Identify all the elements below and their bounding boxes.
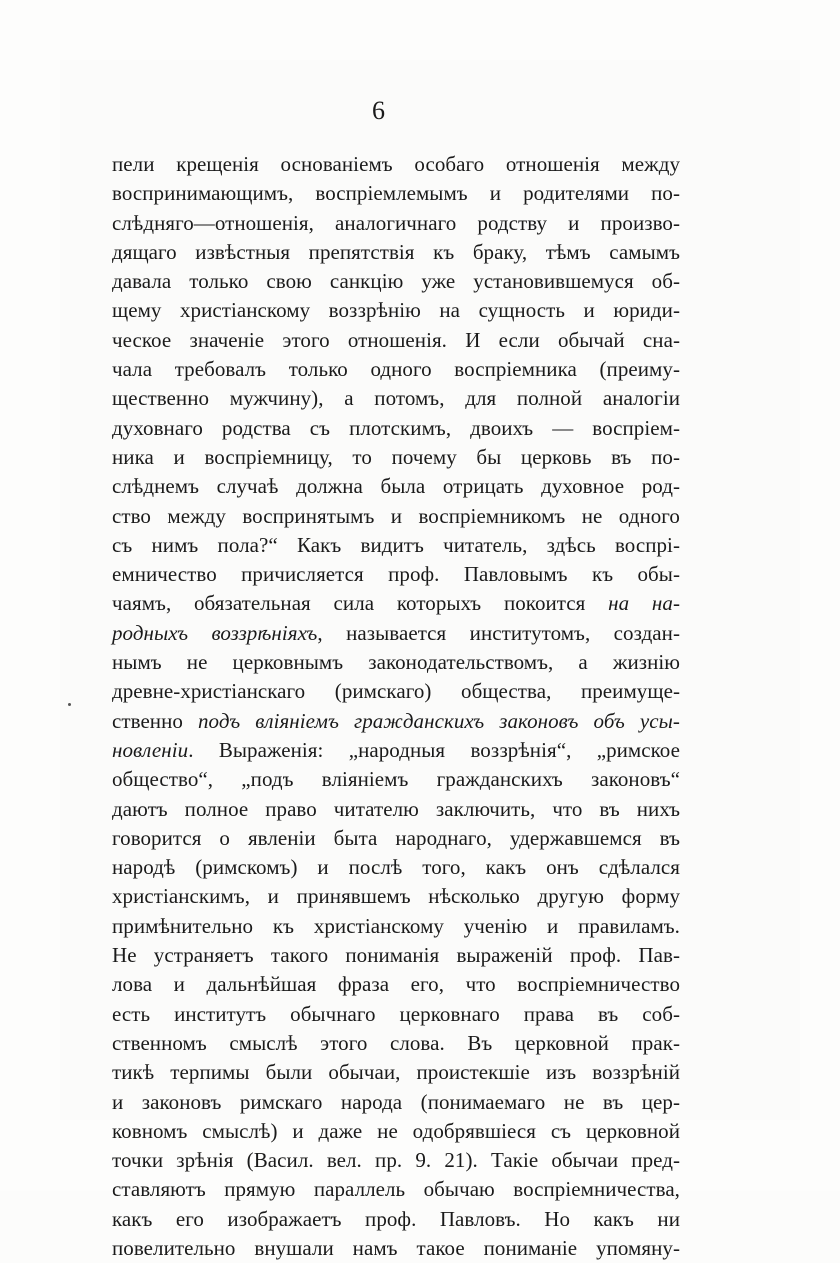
text-line: общество“, „подъ вліяніемъ гражданскихъ законовъ“ bbox=[112, 767, 680, 792]
text-line: щественно мужчину), а потомъ, для полной аналогіи bbox=[112, 386, 680, 411]
text-line: пели крещенія основаніемъ особаго отношенія между bbox=[112, 152, 680, 176]
text-line: даютъ полное право читателю заключить, что въ нихъ bbox=[112, 796, 680, 821]
text-line: повелительно внушали намъ такое пониманіе упомяну- bbox=[112, 1235, 680, 1260]
italic-text-run: подъ вліяніемъ гражданскихъ законовъ объ усы- bbox=[198, 708, 680, 733]
text-line bbox=[112, 736, 680, 765]
text-line: емничество причисляется проф. Павловымъ къ обы- bbox=[112, 562, 680, 587]
text-run: чаямъ, обязательная сила которыхъ покоится bbox=[112, 591, 609, 616]
text-line: народѣ (римскомъ) и послѣ того, какъ онъ сдѣлался bbox=[112, 855, 680, 880]
text-line: Не устраняетъ такого пониманія выраженій проф. Пав- bbox=[112, 943, 680, 968]
text-run: . Выраженія: „народныя воззрѣнія“, „римское bbox=[188, 737, 680, 762]
text-run: , называется институтомъ, создан- bbox=[317, 620, 680, 645]
text-line: ковномъ смыслѣ) и даже не одобрявшіеся съ церковной bbox=[112, 1118, 680, 1143]
italic-text-run: на на- bbox=[608, 591, 680, 616]
text-line: ставляютъ прямую параллель обычаю воспріемничества, bbox=[112, 1177, 680, 1202]
text-line: лова и дальнѣйшая фраза его, что воспріемничество bbox=[112, 972, 680, 997]
text-line: говорится о явленіи быта народнаго, удержавшемся въ bbox=[112, 825, 680, 850]
text-line bbox=[112, 707, 680, 736]
text-line: духовнаго родства съ плотскимъ, двоихъ — воспріем- bbox=[112, 415, 680, 440]
text-line: чала требовалъ только одного воспріемника (преиму- bbox=[112, 357, 680, 382]
body-text bbox=[112, 150, 680, 1263]
text-line: и законовъ римскаго народа (понимаемаго не въ цер- bbox=[112, 1089, 680, 1114]
text-line: нымъ не церковнымъ законодательствомъ, а жизнію bbox=[112, 650, 680, 675]
margin-speck bbox=[68, 703, 71, 706]
text-line: давала только свою санкцію уже установившемуся об- bbox=[112, 269, 680, 294]
text-line bbox=[112, 619, 680, 648]
text-line: дящаго извѣстныя препятствія къ браку, тѣмъ самымъ bbox=[112, 239, 680, 264]
text-line: древне-христіанскаго (римскаго) общества, преимуще- bbox=[112, 679, 680, 704]
italic-text-run: родныхъ воззрѣніяхъ bbox=[112, 620, 318, 645]
text-line: ство между воспринятымъ и воспріемникомъ не одного bbox=[112, 503, 680, 528]
text-line bbox=[112, 589, 680, 618]
text-line: щему христіанскому воззрѣнію на сущность и юриди- bbox=[112, 298, 680, 323]
text-line: ческое значеніе этого отношенія. И если обычай сна- bbox=[112, 327, 680, 352]
text-line: тикѣ терпимы были обычаи, проистекшіе изъ воззрѣній bbox=[112, 1060, 680, 1085]
text-run: ственно bbox=[112, 708, 198, 733]
text-line: точки зрѣнія (Васил. вел. пр. 9. 21). Такіе обычаи пред- bbox=[112, 1148, 680, 1173]
text-line: есть институтъ обычнаго церковнаго права въ соб- bbox=[112, 1001, 680, 1026]
italic-text-run: новленіи bbox=[112, 737, 189, 762]
text-line: слѣднемъ случаѣ должна была отрицать духовное род- bbox=[112, 474, 680, 499]
text-line: примѣнительно къ христіанскому ученію и правиламъ. bbox=[112, 913, 680, 938]
page-number: 6 bbox=[372, 96, 385, 125]
text-line: воспринимающимъ, воспріемлемымъ и родителями по- bbox=[112, 181, 680, 206]
text-line: христіанскимъ, и принявшемъ нѣсколько другую форму bbox=[112, 884, 680, 909]
text-line: ственномъ смыслѣ этого слова. Въ церковной прак- bbox=[112, 1030, 680, 1055]
text-line: съ нимъ пола?“ Какъ видитъ читатель, здѣсь воспрі- bbox=[112, 532, 680, 557]
text-line: какъ его изображаетъ проф. Павловъ. Но какъ ни bbox=[112, 1206, 680, 1231]
text-line: слѣдняго—отношенія, аналогичнаго родству и произво- bbox=[112, 210, 680, 235]
text-line: ника и воспріемницу, то почему бы церковь въ по- bbox=[112, 444, 680, 469]
